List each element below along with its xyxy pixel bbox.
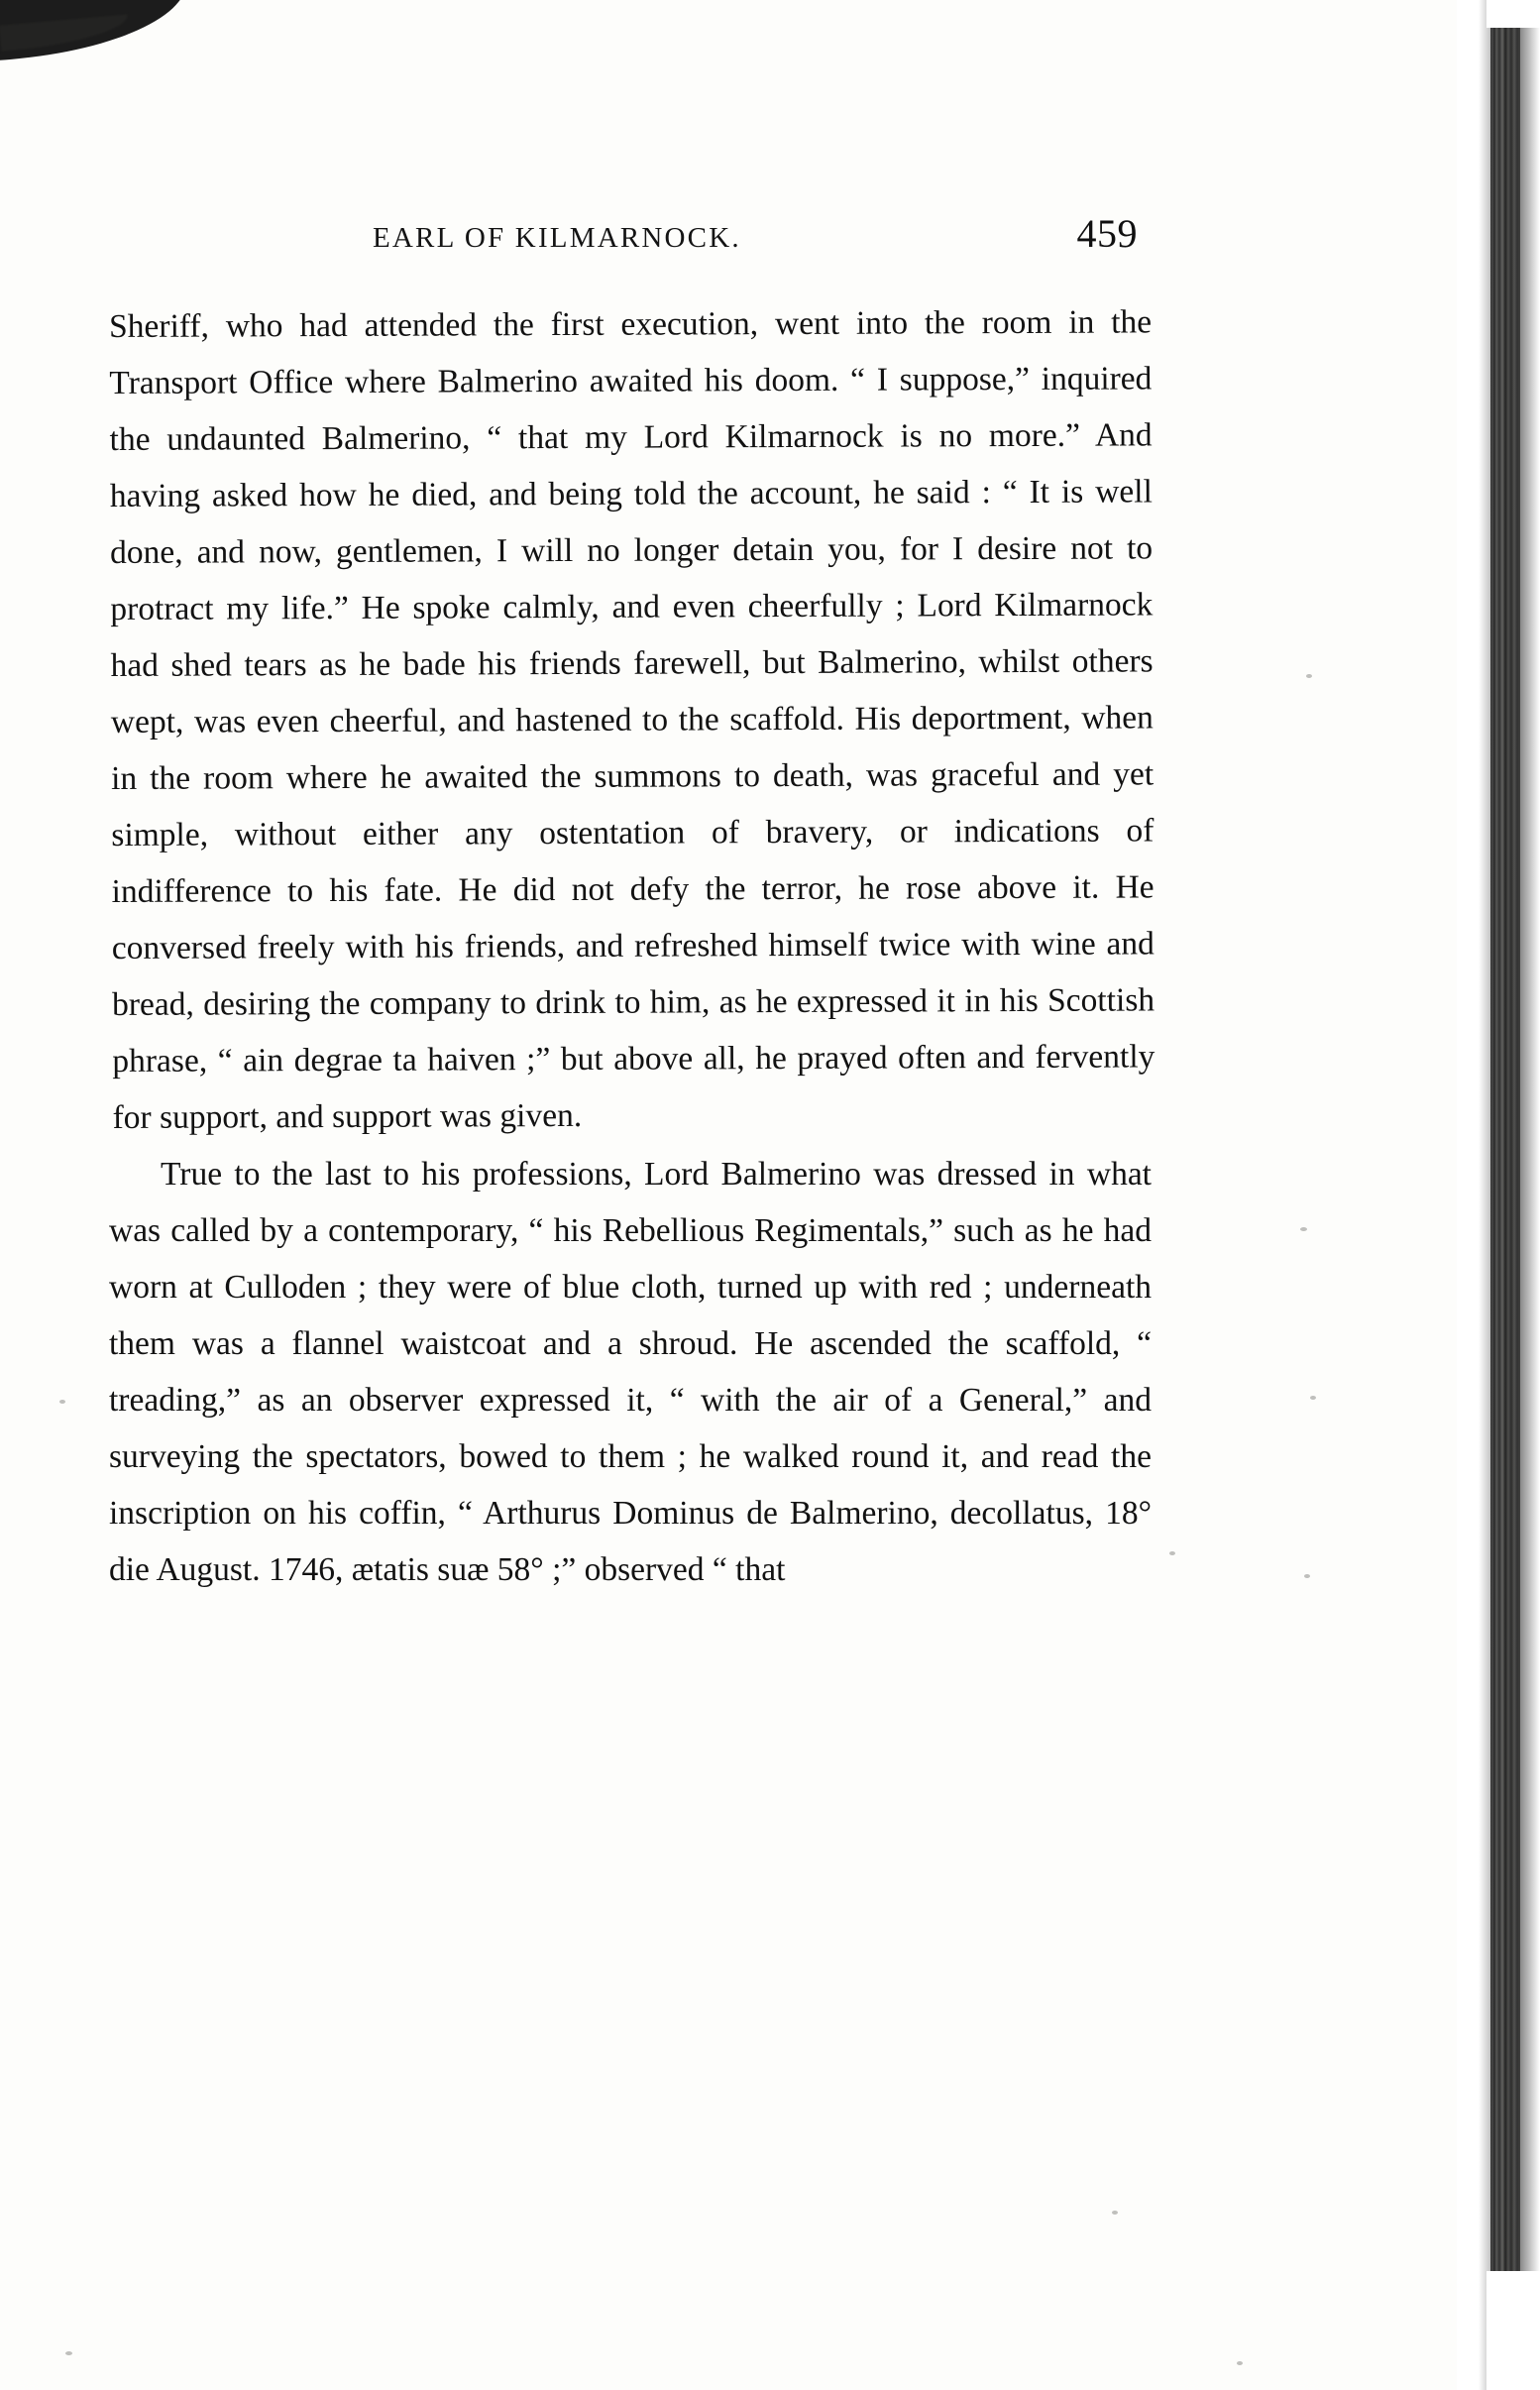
scan-speck bbox=[65, 2351, 72, 2355]
paragraph: True to the last to his professions, Lord Balmerino was dressed in what was called by a contemporary, “ his Rebellious Regimentals,” such as he had worn at Culloden ; they were of blue cloth, turned up with red ; underneath them was a flannel waistcoat and a shroud. He ascended the scaffold, “ treading,” as an observer expressed it, “ with the air of a General,” and surveying the spectators, bowed to them ; he walked round it, and read the inscription on his coffin, “ Arthurus Dominus de Balmerino, decollatus, 18° die August. 1746, ætatis suæ 58° ;” observed “ that bbox=[109, 1156, 1152, 1588]
scan-speck bbox=[59, 1400, 65, 1404]
gutter-mask-bottom bbox=[1486, 2271, 1540, 2390]
scan-speck bbox=[1306, 674, 1312, 678]
page-text-column bbox=[103, 0, 1163, 1598]
gutter-dark-band bbox=[1490, 0, 1520, 2390]
paragraph: Sheriff, who had attended the first execution, went into the room in the Transport Office where Balmerino awaited his doom. “ I suppose,” inquired the undaunted Balmerino, “ that my Lord Kilmarnock is no more.” And having asked how he died, and being told the account, he said : “ It is well done, and now, gentlemen, I will no longer detain you, for I desire not to protract my life.” He spoke calmly, and even cheerfully ; Lord Kilmarnock had shed tears as he bade his friends farewell, but Balmerino, whilst others wept, was even cheerful, and hastened to the scaffold. His deportment, when in the room where he awaited the summons to death, was graceful and yet simple, without either any ostentation of bravery, or indications of indifference to his fate. He did not defy the terror, he rose above it. He conversed freely with his friends, and refreshed himself twice with wine and bread, desiring the company to drink to him, as he expressed it in his Scottish phrase, “ ain degrae ta haiven ;” but above all, he prayed often and fervently for support, and support was given. bbox=[109, 303, 1155, 1136]
gutter-mask-top bbox=[1486, 0, 1540, 28]
scan-speck bbox=[1300, 1227, 1307, 1231]
scan-speck bbox=[1304, 1574, 1310, 1578]
running-head bbox=[103, 210, 1163, 257]
running-head-title: EARL OF KILMARNOCK. bbox=[373, 222, 741, 254]
scan-speck bbox=[1169, 1551, 1175, 1555]
scan-speck bbox=[1237, 2361, 1243, 2365]
book-gutter-artifact bbox=[1457, 0, 1540, 2390]
scan-speck bbox=[1112, 2211, 1118, 2215]
body-text bbox=[103, 298, 1163, 1598]
page-number: 459 bbox=[1076, 211, 1138, 256]
scan-speck bbox=[1310, 1396, 1316, 1400]
gutter-edge-shadow bbox=[1520, 0, 1540, 2390]
